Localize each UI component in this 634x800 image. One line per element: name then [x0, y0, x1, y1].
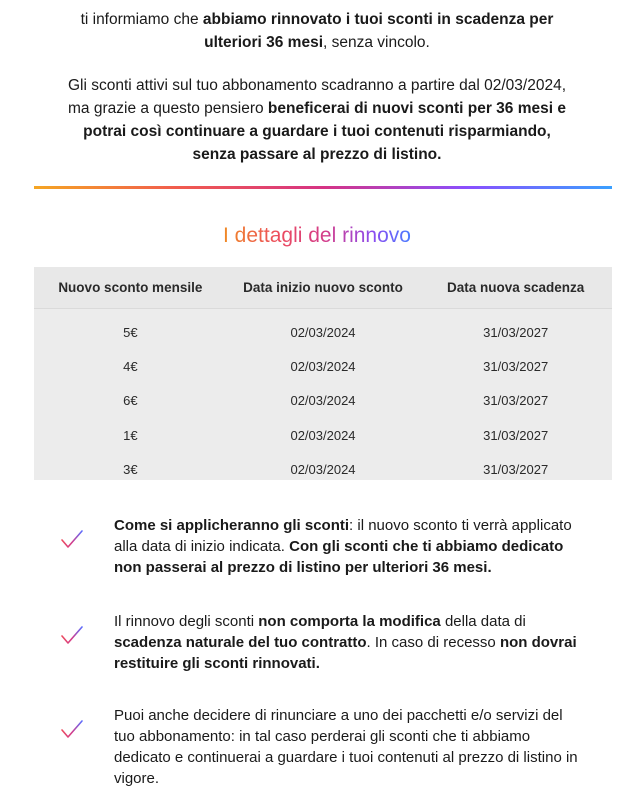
check-icon — [60, 705, 114, 789]
table-cell: 31/03/2027 — [483, 359, 549, 375]
info-text: della data di — [440, 613, 526, 630]
section-title — [0, 224, 634, 248]
table-cell: 4€ — [123, 359, 138, 375]
intro-bold: beneficerai di nuovi sconti per 36 mesi e potrai così continuare a guardare i tuoi contenuti risparmiando, senza passare al prezzo di listino. — [83, 100, 566, 163]
table-row — [34, 315, 612, 349]
table-cell: 5€ — [123, 324, 138, 340]
table-cell: 02/03/2024 — [290, 324, 356, 340]
info-item-text — [114, 705, 586, 789]
check-icon — [60, 515, 114, 578]
gradient-divider — [34, 186, 612, 189]
info-item — [60, 611, 600, 674]
intro-text: ti informiamo che — [80, 11, 203, 28]
table-cell: 31/03/2027 — [483, 462, 549, 478]
info-item — [60, 705, 600, 789]
info-bold: non dovrai restituire gli sconti rinnovati. — [114, 634, 577, 672]
info-text: Puoi anche decidere di rinunciare a uno dei pacchetti e/o servizi del tuo abbonamento: in tal caso perderai gli sconti che ti abbiamo dedicato e continuerai a guardare i tuoi contenuti al prezzo di listino in vigore. — [114, 707, 578, 787]
section-title-text: I dettagli del rinnovo — [223, 224, 411, 247]
info-bold: Con gli sconti che ti abbiamo dedicato non passerai al prezzo di listino per ulteriori 36 mesi. — [114, 538, 564, 576]
table-cell: 1€ — [123, 427, 138, 443]
table-header — [34, 267, 612, 309]
intro-text: Gli sconti attivi sul tuo abbonamento scadranno a partire dal 02/03/2024, ma grazie a questo pensiero — [67, 77, 567, 117]
info-text: : il nuovo sconto ti verrà applicato alla data di inizio indicata. — [114, 517, 572, 555]
table-cell: 02/03/2024 — [290, 359, 356, 375]
table-cell: 31/03/2027 — [483, 393, 549, 409]
table-row — [34, 418, 612, 452]
info-bold: scadenza naturale del tuo contratto — [114, 634, 367, 651]
table-cell: 02/03/2024 — [290, 462, 356, 478]
info-item-text — [114, 515, 586, 578]
intro-paragraph-2 — [60, 74, 574, 166]
info-text: . In caso di recesso — [366, 634, 500, 651]
table-cell: 6€ — [123, 393, 138, 409]
table-header-cell: Data nuova scadenza — [447, 280, 585, 295]
info-item-text — [114, 611, 586, 674]
table-header-cell: Nuovo sconto mensile — [58, 280, 203, 295]
info-text: Il rinnovo degli sconti — [114, 613, 259, 630]
table-cell: 3€ — [123, 462, 138, 478]
table-row — [34, 384, 612, 418]
info-bold: non comporta la modifica — [258, 613, 441, 630]
intro-text: , senza vincolo. — [323, 34, 430, 51]
table-cell: 02/03/2024 — [290, 427, 356, 443]
check-icon — [60, 611, 114, 674]
intro-paragraph-1 — [60, 8, 574, 54]
table-cell: 31/03/2027 — [483, 427, 549, 443]
renewal-details-table — [34, 267, 612, 480]
table-header-cell: Data inizio nuovo sconto — [243, 280, 403, 295]
intro-bold: abbiamo rinnovato i tuoi sconti in scadenza per ulteriori 36 mesi — [202, 11, 554, 51]
table-row — [34, 453, 612, 487]
table-cell: 02/03/2024 — [290, 393, 356, 409]
info-bold: Come si applicheranno gli sconti — [114, 517, 350, 534]
table-cell: 31/03/2027 — [483, 324, 549, 340]
table-row — [34, 349, 612, 383]
info-item — [60, 515, 600, 578]
